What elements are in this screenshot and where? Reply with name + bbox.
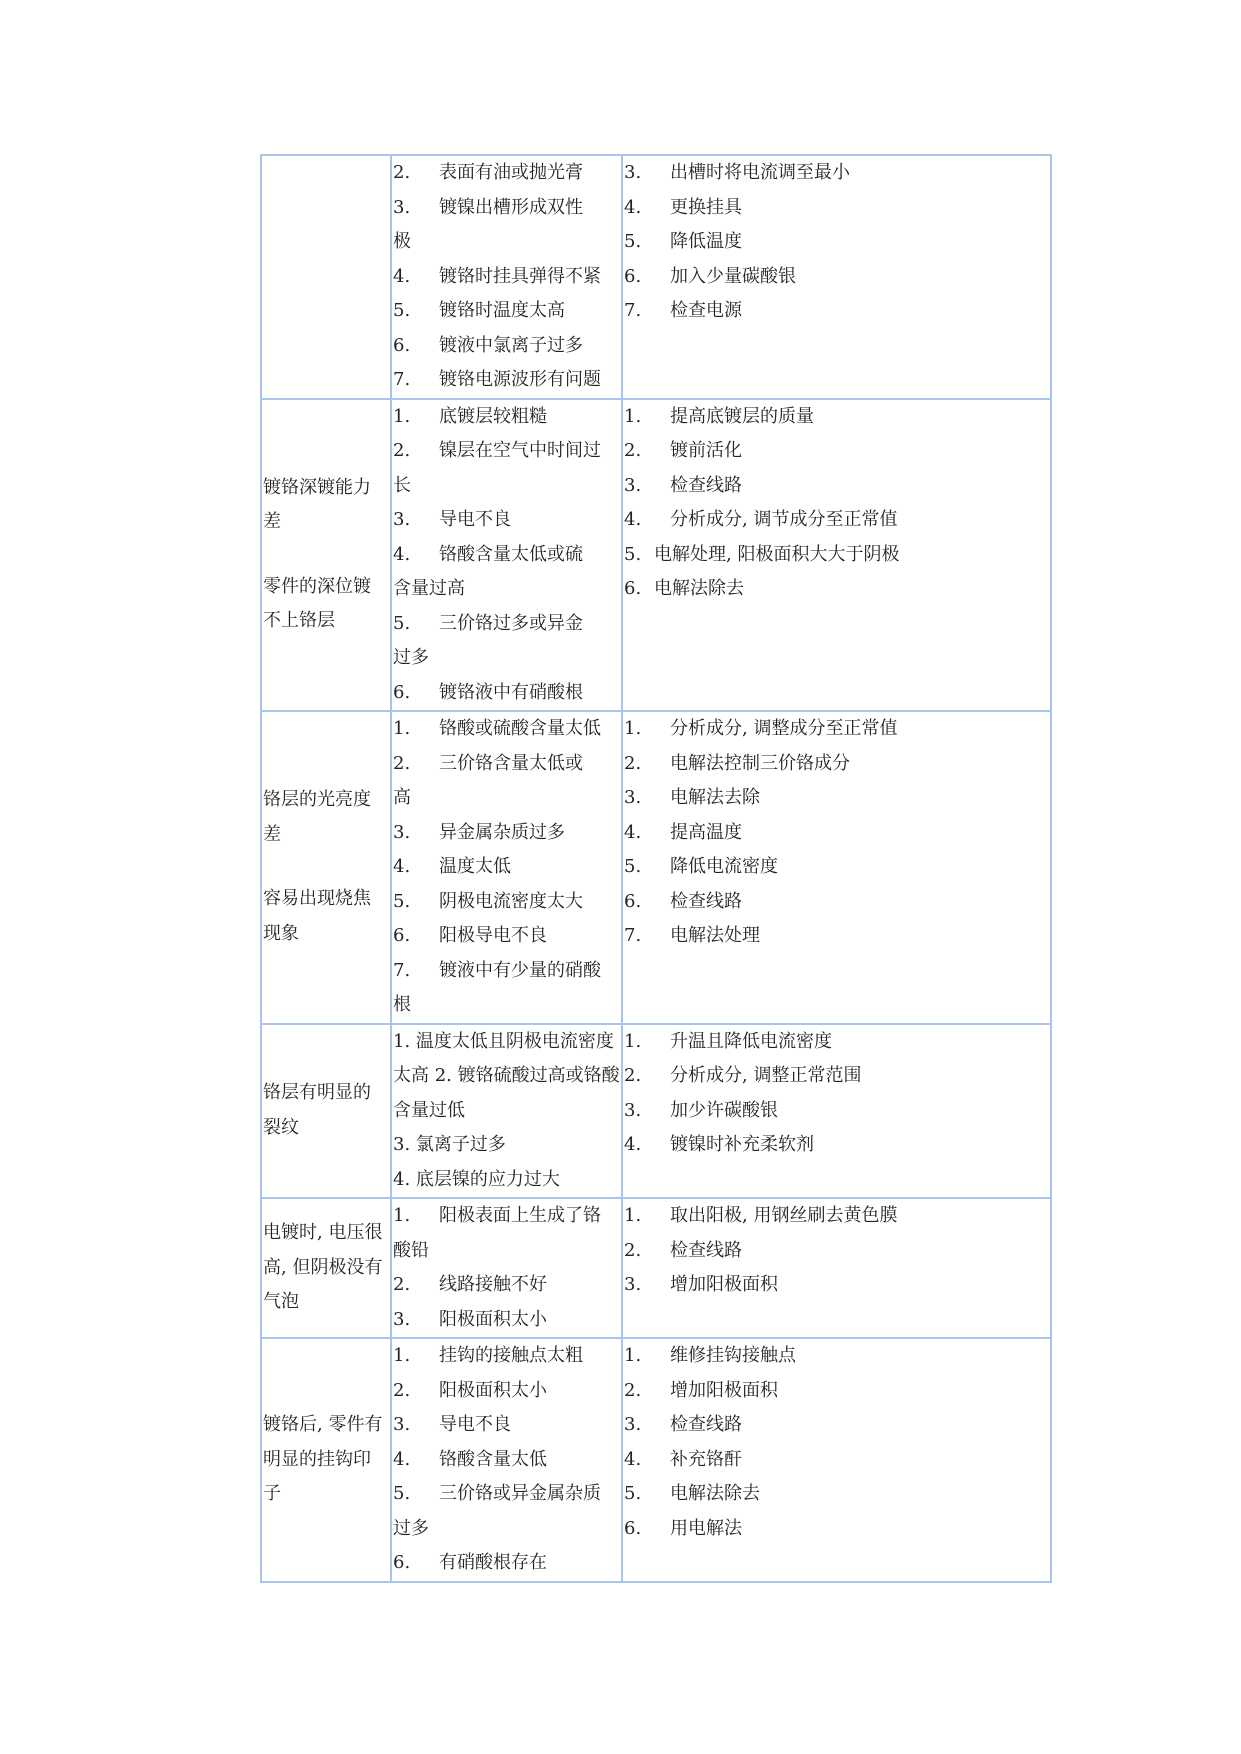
- cause-text: 高: [393, 787, 411, 808]
- remedy-line: [624, 156, 1049, 191]
- cause-line: [393, 781, 620, 816]
- cause-line: [393, 503, 620, 538]
- remedies-list: [624, 1339, 1049, 1546]
- table-row: [261, 155, 1051, 399]
- cause-text: 阳极导电不良: [439, 925, 547, 946]
- item-number: 1.: [393, 1345, 411, 1366]
- cause-text: 铬酸含量太低或硫: [439, 543, 583, 565]
- problem-text: 铬层有明显的: [263, 1082, 371, 1104]
- remedy-text: 检查电源: [670, 300, 742, 321]
- item-number: 1.: [624, 405, 642, 427]
- remedy-text: 加少许碳酸银: [670, 1099, 778, 1121]
- item-number: 2.: [393, 1274, 411, 1295]
- remedy-text: 升温且降低电流密度: [670, 1030, 832, 1052]
- item-number: 2.: [393, 1379, 411, 1401]
- spacer: [263, 852, 389, 882]
- remedy-line: [624, 919, 1049, 954]
- remedy-text: 电解法除去: [654, 578, 744, 599]
- cause-text: 表面有油或抛光膏: [439, 162, 583, 183]
- remedy-line: [624, 469, 1049, 504]
- remedy-line: [624, 572, 1049, 607]
- remedy-line: [624, 400, 1049, 435]
- cause-text: 镀铬时温度太高: [439, 300, 565, 321]
- item-number: 5.: [393, 612, 411, 634]
- cause-line: [393, 747, 620, 782]
- item-number: 6.: [624, 578, 642, 599]
- cause-line: [393, 363, 620, 398]
- item-number: 3.: [393, 196, 411, 218]
- remedy-line: [624, 1339, 1049, 1374]
- remedies-list: [624, 156, 1049, 329]
- remedy-text: 取出阳极, 用钢丝刷去黄色膜: [670, 1205, 898, 1226]
- remedy-line: [624, 1199, 1049, 1234]
- remedy-text: 补充铬酐: [670, 1448, 742, 1470]
- remedy-line: [624, 1374, 1049, 1409]
- remedy-text: 检查线路: [670, 890, 742, 912]
- cause-line: [393, 538, 620, 573]
- remedies-list: [624, 1199, 1049, 1303]
- problem-cell: [261, 155, 391, 399]
- cause-text: 三价铬或异金属杂质: [439, 1483, 601, 1504]
- cause-line: [393, 1512, 620, 1547]
- item-number: 1.: [624, 1205, 642, 1226]
- remedy-text: 镀前活化: [670, 440, 742, 461]
- cause-text: 含量过低: [393, 1099, 465, 1121]
- item-number: 1.: [393, 718, 411, 739]
- item-number: 2.: [624, 440, 642, 461]
- table-row: [261, 399, 1051, 712]
- item-number: 2.: [393, 752, 411, 774]
- item-number: 5.: [624, 543, 642, 565]
- remedy-line: [624, 294, 1049, 329]
- item-number: 3.: [393, 1308, 411, 1330]
- problem-text: 电镀时, 电压很: [263, 1222, 383, 1244]
- problem-cell: [261, 711, 391, 1024]
- item-number: 4.: [624, 509, 642, 530]
- cause-text: 三价铬过多或异金: [439, 612, 583, 634]
- cause-line: [393, 1303, 620, 1338]
- remedy-text: 分析成分, 调整正常范围: [670, 1065, 862, 1086]
- remedy-line: [624, 885, 1049, 920]
- problem-text: 子: [263, 1483, 281, 1504]
- item-number: 1.: [393, 405, 411, 427]
- item-number: 4.: [393, 1448, 411, 1470]
- problem-text: 高, 但阴极没有: [263, 1256, 383, 1278]
- cause-line: [393, 434, 620, 469]
- item-number: 3.: [624, 1099, 642, 1121]
- item-number: 3.: [393, 509, 411, 530]
- item-number: 6.: [393, 681, 411, 703]
- remedy-text: 检查线路: [670, 1239, 742, 1261]
- remedy-text: 镀镍时补充柔软剂: [670, 1134, 814, 1155]
- cause-line: [393, 1163, 620, 1198]
- item-number: 3.: [393, 821, 411, 843]
- cause-line: [393, 1268, 620, 1303]
- item-number: 6.: [393, 1552, 411, 1573]
- cause-text: 过多: [393, 1517, 429, 1539]
- remedy-text: 维修挂钩接触点: [670, 1345, 796, 1366]
- troubleshooting-table: [260, 154, 1052, 1583]
- item-number: 4.: [624, 1448, 642, 1470]
- problem-text: 差: [263, 511, 281, 533]
- remedy-line: [624, 1268, 1049, 1303]
- cause-line: [393, 1339, 620, 1374]
- cause-text: 长: [393, 474, 411, 496]
- item-number: 5.: [393, 1483, 411, 1504]
- remedies-list: [624, 712, 1049, 954]
- problem-text: 镀铬深镀能力: [263, 476, 371, 498]
- problem-text: 铬层的光亮度: [263, 789, 371, 811]
- cause-text: 过多: [393, 647, 429, 668]
- cause-line: [393, 294, 620, 329]
- table-body: [261, 155, 1051, 1582]
- cause-text: 3. 氯离子过多: [393, 1134, 506, 1155]
- problem-cell: [261, 1198, 391, 1338]
- problem-cell: [261, 1338, 391, 1582]
- remedy-text: 加入少量碳酸银: [670, 265, 796, 287]
- remedy-text: 分析成分, 调节成分至正常值: [670, 509, 898, 530]
- cause-text: 镀液中有少量的硝酸: [439, 959, 601, 981]
- remedies-cell: [622, 1024, 1051, 1199]
- causes-cell: [391, 711, 622, 1024]
- table-row: [261, 711, 1051, 1024]
- problem-cell: [261, 399, 391, 712]
- cause-text: 铬酸或硫酸含量太低: [439, 718, 601, 739]
- cause-line: [393, 850, 620, 885]
- cause-line: [393, 400, 620, 435]
- cause-line: [393, 1443, 620, 1478]
- remedy-line: [624, 1234, 1049, 1269]
- cause-text: 镀铬电源波形有问题: [439, 369, 601, 390]
- item-number: 1.: [624, 1030, 642, 1052]
- item-number: 4.: [393, 856, 411, 877]
- cause-line: [393, 1408, 620, 1443]
- cause-line: [393, 329, 620, 364]
- remedy-text: 降低电流密度: [670, 856, 778, 877]
- remedies-list: [624, 400, 1049, 607]
- remedy-line: [624, 747, 1049, 782]
- problem-text: 镀铬后, 零件有: [263, 1414, 383, 1435]
- item-number: 7.: [393, 959, 411, 981]
- table-row: [261, 1338, 1051, 1582]
- item-number: 2.: [624, 1239, 642, 1261]
- remedy-line: [624, 191, 1049, 226]
- causes-cell: [391, 1198, 622, 1338]
- remedy-line: [624, 850, 1049, 885]
- cause-text: 1. 温度太低且阴极电流密度: [393, 1030, 614, 1052]
- cause-line: [393, 988, 620, 1023]
- item-number: 6.: [624, 890, 642, 912]
- spacer: [263, 540, 389, 570]
- causes-cell: [391, 1338, 622, 1582]
- remedies-cell: [622, 399, 1051, 712]
- remedy-text: 出槽时将电流调至最小: [670, 162, 850, 183]
- cause-line: [393, 469, 620, 504]
- cause-text: 太高 2. 镀铬硫酸过高或铬酸: [393, 1065, 620, 1086]
- remedies-cell: [622, 711, 1051, 1024]
- item-number: 2.: [624, 1065, 642, 1086]
- problem-text: 差: [263, 823, 281, 845]
- remedy-text: 分析成分, 调整成分至正常值: [670, 718, 898, 739]
- remedy-text: 降低温度: [670, 231, 742, 252]
- remedy-text: 电解处理, 阳极面积大大于阴极: [654, 543, 900, 565]
- item-number: 6.: [624, 265, 642, 287]
- cause-line: [393, 712, 620, 747]
- remedy-text: 更换挂具: [670, 196, 742, 218]
- cause-text: 阳极面积太小: [439, 1379, 547, 1401]
- cause-text: 底镀层较粗糙: [439, 405, 547, 427]
- cause-line: [393, 1128, 620, 1163]
- cause-line: [393, 1094, 620, 1129]
- problem-text: 裂纹: [263, 1116, 299, 1138]
- item-number: 1.: [393, 1205, 411, 1226]
- remedy-text: 电解法去除: [670, 787, 760, 808]
- table-row: [261, 1024, 1051, 1199]
- remedies-cell: [622, 1198, 1051, 1338]
- cause-text: 导电不良: [439, 1414, 511, 1435]
- problem-text: 明显的挂钩印: [263, 1448, 371, 1470]
- remedy-line: [624, 1094, 1049, 1129]
- item-number: 5.: [624, 856, 642, 877]
- cause-line: [393, 885, 620, 920]
- item-number: 1.: [624, 1345, 642, 1366]
- cause-text: 有硝酸根存在: [439, 1552, 547, 1573]
- cause-line: [393, 1234, 620, 1269]
- item-number: 7.: [624, 925, 642, 946]
- cause-line: [393, 260, 620, 295]
- cause-line: [393, 156, 620, 191]
- cause-text: 铬酸含量太低: [439, 1448, 547, 1470]
- problem-text: 气泡: [263, 1291, 299, 1313]
- item-number: 6.: [393, 925, 411, 946]
- item-number: 5.: [624, 231, 642, 252]
- remedies-cell: [622, 1338, 1051, 1582]
- item-number: 2.: [624, 752, 642, 774]
- cause-line: [393, 919, 620, 954]
- cause-text: 三价铬含量太低或: [439, 752, 583, 774]
- cause-text: 镀液中氯离子过多: [439, 334, 583, 356]
- item-number: 7.: [624, 300, 642, 321]
- cause-text: 镍层在空气中时间过: [439, 440, 601, 461]
- cause-text: 4. 底层镍的应力过大: [393, 1168, 560, 1190]
- cause-line: [393, 225, 620, 260]
- remedy-text: 检查线路: [670, 1414, 742, 1435]
- cause-text: 镀铬时挂具弹得不紧: [439, 265, 601, 287]
- item-number: 6.: [393, 334, 411, 356]
- remedies-list: [624, 1025, 1049, 1163]
- remedy-line: [624, 781, 1049, 816]
- remedy-text: 提高底镀层的质量: [670, 405, 814, 427]
- remedy-line: [624, 816, 1049, 851]
- remedy-line: [624, 1059, 1049, 1094]
- item-number: 7.: [393, 369, 411, 390]
- cause-line: [393, 954, 620, 989]
- item-number: 4.: [624, 1134, 642, 1155]
- remedy-text: 增加阳极面积: [670, 1274, 778, 1295]
- item-number: 3.: [624, 474, 642, 496]
- remedy-line: [624, 1408, 1049, 1443]
- remedy-text: 提高温度: [670, 821, 742, 843]
- remedy-line: [624, 1025, 1049, 1060]
- cause-line: [393, 1059, 620, 1094]
- remedy-line: [624, 1512, 1049, 1547]
- problem-text: 零件的深位镀: [263, 575, 371, 597]
- remedy-text: 电解法除去: [670, 1483, 760, 1504]
- item-number: 2.: [624, 1379, 642, 1401]
- item-number: 3.: [393, 1414, 411, 1435]
- item-number: 5.: [624, 1483, 642, 1504]
- item-number: 4.: [624, 821, 642, 843]
- cause-text: 含量过高: [393, 578, 465, 599]
- remedies-cell: [622, 155, 1051, 399]
- problem-text: 不上铬层: [263, 610, 335, 632]
- cause-text: 镀镍出槽形成双性: [439, 196, 583, 218]
- cause-text: 酸铅: [393, 1239, 429, 1261]
- remedy-line: [624, 225, 1049, 260]
- cause-line: [393, 1477, 620, 1512]
- cause-text: 温度太低: [439, 856, 511, 877]
- problem-text: 现象: [263, 922, 299, 944]
- cause-text: 异金属杂质过多: [439, 821, 565, 843]
- item-number: 4.: [624, 196, 642, 218]
- item-number: 4.: [393, 265, 411, 287]
- remedy-text: 检查线路: [670, 474, 742, 496]
- cause-text: 根: [393, 994, 411, 1015]
- table-row: [261, 1198, 1051, 1338]
- cause-text: 导电不良: [439, 509, 511, 530]
- cause-line: [393, 641, 620, 676]
- remedy-line: [624, 1128, 1049, 1163]
- cause-text: 线路接触不好: [439, 1274, 547, 1295]
- cause-line: [393, 1025, 620, 1060]
- item-number: 6.: [624, 1517, 642, 1539]
- cause-line: [393, 1374, 620, 1409]
- remedy-line: [624, 503, 1049, 538]
- cause-line: [393, 1546, 620, 1581]
- cause-text: 阳极表面上生成了铬: [439, 1205, 601, 1226]
- item-number: 4.: [393, 543, 411, 565]
- item-number: 3.: [624, 1414, 642, 1435]
- remedy-text: 电解法控制三价铬成分: [670, 752, 850, 774]
- remedy-line: [624, 1443, 1049, 1478]
- item-number: 5.: [393, 300, 411, 321]
- problem-text: 容易出现烧焦: [263, 888, 371, 910]
- item-number: 3.: [624, 787, 642, 808]
- cause-line: [393, 572, 620, 607]
- remedy-text: 增加阳极面积: [670, 1379, 778, 1401]
- cause-line: [393, 816, 620, 851]
- causes-cell: [391, 155, 622, 399]
- remedy-line: [624, 712, 1049, 747]
- remedy-text: 电解法处理: [670, 925, 760, 946]
- causes-cell: [391, 1024, 622, 1199]
- item-number: 3.: [624, 1274, 642, 1295]
- remedy-line: [624, 260, 1049, 295]
- remedy-line: [624, 434, 1049, 469]
- remedy-line: [624, 538, 1049, 573]
- cause-text: 阴极电流密度太大: [439, 890, 583, 912]
- item-number: 3.: [624, 162, 642, 183]
- cause-line: [393, 1199, 620, 1234]
- remedy-line: [624, 1477, 1049, 1512]
- cause-text: 镀铬液中有硝酸根: [439, 681, 583, 703]
- problem-cell: [261, 1024, 391, 1199]
- item-number: 5.: [393, 890, 411, 912]
- item-number: 1.: [624, 718, 642, 739]
- remedy-text: 用电解法: [670, 1517, 742, 1539]
- cause-text: 挂钩的接触点太粗: [439, 1345, 583, 1366]
- cause-line: [393, 676, 620, 711]
- cause-line: [393, 191, 620, 226]
- cause-line: [393, 607, 620, 642]
- item-number: 2.: [393, 440, 411, 461]
- causes-cell: [391, 399, 622, 712]
- cause-text: 极: [393, 231, 411, 252]
- cause-text: 阳极面积太小: [439, 1308, 547, 1330]
- item-number: 2.: [393, 162, 411, 183]
